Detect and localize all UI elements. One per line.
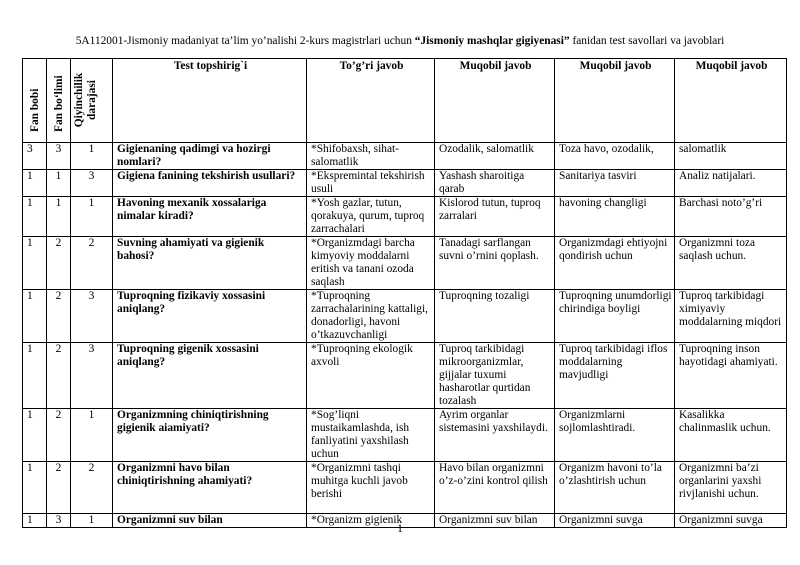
cell-fan-bolimi: 2 [47, 343, 71, 409]
cell-daraja: 1 [71, 409, 113, 462]
cell-daraja: 2 [71, 462, 113, 514]
table-row [23, 290, 787, 343]
cell-alternative-3: Organizmni suvga [675, 514, 787, 528]
cell-fan-bobi: 1 [23, 290, 47, 343]
cell-alternative-1: Yashash sharoitiga qarab [435, 170, 555, 197]
cell-correct-answer: *Yosh gazlar, tutun, qorakuya, qurum, tuproq zarrachalari [307, 197, 435, 237]
cell-daraja: 2 [71, 237, 113, 290]
title-subject: “Jismoniy mashqlar gigiyenasi” [414, 35, 570, 47]
cell-alternative-1: Ayrim organlar sistemasini yaxshilaydi. [435, 409, 555, 462]
col-muqobil-1: Muqobil javob [435, 59, 555, 143]
cell-fan-bobi: 1 [23, 170, 47, 197]
cell-alternative-3: Organizmni ba’zi organlarini yaxshi rivjlanishi uchun. [675, 462, 787, 514]
cell-fan-bobi: 1 [23, 462, 47, 514]
cell-question: Suvning ahamiyati va gigienik bahosi? [113, 237, 307, 290]
cell-correct-answer: *Organizmni tashqi muhitga kuchli javob berishi [307, 462, 435, 514]
cell-correct-answer: *Organizm gigienik [307, 514, 435, 528]
cell-alternative-2: Organizmdagi ehtiyojni qondirish uchun [555, 237, 675, 290]
cell-alternative-1: Havo bilan organizmni o’z-o’zini kontrol qilish [435, 462, 555, 514]
cell-alternative-3: Barchasi noto’g’ri [675, 197, 787, 237]
cell-alternative-2: Organizmlarni sojlomlashtiradi. [555, 409, 675, 462]
cell-question: Gigienaning qadimgi va hozirgi nomlari? [113, 143, 307, 170]
cell-alternative-2: Tuproqning unumdorligi chirindiga boyligi [555, 290, 675, 343]
col-fan-bobi: Fan bobi [23, 59, 47, 143]
cell-daraja: 3 [71, 290, 113, 343]
table-row [23, 197, 787, 237]
title-suffix: fanidan test savollari va javoblari [569, 35, 725, 47]
table-row [23, 409, 787, 462]
cell-alternative-2: Organizmni suvga [555, 514, 675, 528]
table-row [23, 462, 787, 514]
cell-alternative-3: Analiz natijalari. [675, 170, 787, 197]
col-test: Test topshirig`i [113, 59, 307, 143]
cell-question: Tuproqning gigenik xossasini aniqlang? [113, 343, 307, 409]
cell-fan-bobi: 1 [23, 514, 47, 528]
cell-fan-bobi: 1 [23, 343, 47, 409]
cell-alternative-3: Tuproqning inson hayotidagi ahamiyati. [675, 343, 787, 409]
cell-fan-bolimi: 1 [47, 197, 71, 237]
cell-alternative-1: Tanadagi sarflangan suvni o’rnini qoplash. [435, 237, 555, 290]
cell-alternative-2: Tuproq tarkibidagi iflos moddalarning mavjudligi [555, 343, 675, 409]
table-row [23, 170, 787, 197]
cell-correct-answer: *Ekspremintal tekshirish usuli [307, 170, 435, 197]
cell-alternative-2: Sanitariya tasviri [555, 170, 675, 197]
cell-question: Organizmning chiniqtirishning gigienik aiamiyati? [113, 409, 307, 462]
cell-fan-bolimi: 1 [47, 170, 71, 197]
col-qiyinchilik: Qiyinchilik darajasi [71, 59, 113, 143]
cell-correct-answer: *Organizmdagi barcha kimyoviy moddalarni eritish va tanani ozoda saqlash [307, 237, 435, 290]
cell-question: Organizmni havo bilan chiniqtirishning ahamiyati? [113, 462, 307, 514]
cell-alternative-3: Tuproq tarkibidagi ximiyaviy moddalarning miqdori [675, 290, 787, 343]
cell-question: Organizmni suv bilan [113, 514, 307, 528]
cell-alternative-1: Kislorod tutun, tuproq zarralari [435, 197, 555, 237]
header-row [23, 59, 787, 143]
cell-alternative-2: havoning changligi [555, 197, 675, 237]
cell-correct-answer: *Shifobaxsh, sihat-salomatlik [307, 143, 435, 170]
col-togri: To’g’ri javob [307, 59, 435, 143]
cell-correct-answer: *Tuproqning zarrachalarining kattaligi, donadorligi, havoni o’tkazuvchanligi [307, 290, 435, 343]
cell-daraja: 1 [71, 514, 113, 528]
test-table [22, 58, 787, 528]
col-muqobil-3: Muqobil javob [675, 59, 787, 143]
document-title [0, 35, 800, 47]
cell-alternative-2: Toza havo, ozodalik, [555, 143, 675, 170]
cell-fan-bolimi: 3 [47, 514, 71, 528]
cell-fan-bolimi: 3 [47, 143, 71, 170]
col-muqobil-2: Muqobil javob [555, 59, 675, 143]
cell-question: Gigiena fanining tekshirish usullari? [113, 170, 307, 197]
table-row [23, 343, 787, 409]
table-row [23, 143, 787, 170]
table-row [23, 237, 787, 290]
cell-fan-bobi: 1 [23, 237, 47, 290]
cell-alternative-1: Tuproqning tozaligi [435, 290, 555, 343]
cell-alternative-2: Organizm havoni to’la o’zlashtirish uchun [555, 462, 675, 514]
cell-correct-answer: *Sog’liqni mustaikamlashda, ish fanliyatini yaxshilash uchun [307, 409, 435, 462]
cell-daraja: 3 [71, 343, 113, 409]
cell-alternative-1: Ozodalik, salomatlik [435, 143, 555, 170]
cell-fan-bolimi: 2 [47, 237, 71, 290]
cell-fan-bobi: 3 [23, 143, 47, 170]
cell-alternative-3: salomatlik [675, 143, 787, 170]
cell-fan-bolimi: 2 [47, 290, 71, 343]
cell-question: Tuproqning fizikaviy xossasini aniqlang? [113, 290, 307, 343]
cell-daraja: 3 [71, 170, 113, 197]
cell-alternative-3: Kasalikka chalinmaslik uchun. [675, 409, 787, 462]
col-fan-bolimi: Fan bo‘limi [47, 59, 71, 143]
cell-alternative-1: Tuproq tarkibidagi mikroorganizmlar, gijjalar tuxumi hasharotlar qurtidan tozalash [435, 343, 555, 409]
cell-daraja: 1 [71, 143, 113, 170]
cell-fan-bobi: 1 [23, 409, 47, 462]
title-prefix: 5A112001-Jismoniy madaniyat ta’lim yo’nalishi 2-kurs magistrlari uchun [75, 35, 415, 47]
cell-fan-bolimi: 2 [47, 462, 71, 514]
cell-fan-bobi: 1 [23, 197, 47, 237]
cell-correct-answer: *Tuproqning ekologik axvoli [307, 343, 435, 409]
cell-alternative-1: Organizmni suv bilan [435, 514, 555, 528]
cell-alternative-3: Organizmni toza saqlash uchun. [675, 237, 787, 290]
cell-question: Havoning mexanik xossalariga nimalar kiradi? [113, 197, 307, 237]
page-number: 1 [397, 523, 403, 535]
cell-fan-bolimi: 2 [47, 409, 71, 462]
cell-daraja: 1 [71, 197, 113, 237]
